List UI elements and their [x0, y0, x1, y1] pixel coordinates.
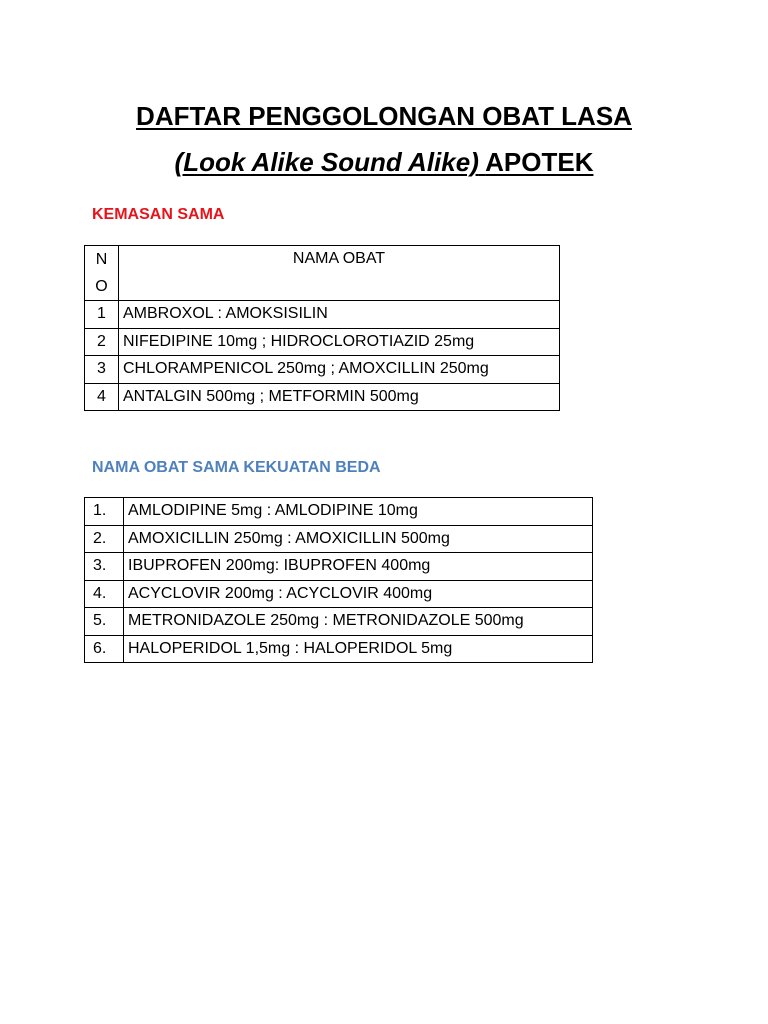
row-number: 2.: [85, 525, 124, 553]
table-row: [85, 356, 560, 384]
row-number: 4: [85, 383, 119, 411]
row-number: 2: [85, 328, 119, 356]
row-drug-name: ANTALGIN 500mg ; METFORMIN 500mg: [119, 383, 560, 411]
row-drug-name: NIFEDIPINE 10mg ; HIDROCLOROTIAZID 25mg: [119, 328, 560, 356]
row-drug-name: CHLORAMPENICOL 250mg ; AMOXCILLIN 250mg: [119, 356, 560, 384]
table-row: [85, 383, 560, 411]
row-number: 1.: [85, 498, 124, 526]
subtitle-italic: (Look Alike Sound Alike): [174, 147, 479, 177]
row-number: 3: [85, 356, 119, 384]
row-drug-name: HALOPERIDOL 1,5mg : HALOPERIDOL 5mg: [124, 635, 593, 663]
table-kekuatan-beda: [84, 497, 593, 663]
section-heading-kekuatan-beda: NAMA OBAT SAMA KEKUATAN BEDA: [92, 459, 381, 476]
table-row: [85, 635, 593, 663]
row-drug-name: ACYCLOVIR 200mg : ACYCLOVIR 400mg: [124, 580, 593, 608]
column-header-no-line2: O: [95, 278, 108, 295]
row-number: 5.: [85, 608, 124, 636]
subtitle-rest: APOTEK: [485, 147, 594, 177]
table-row: [85, 301, 560, 329]
table-row: [85, 328, 560, 356]
table-row: [85, 608, 593, 636]
row-drug-name: AMLODIPINE 5mg : AMLODIPINE 10mg: [124, 498, 593, 526]
table-row: [85, 498, 593, 526]
table-row: [85, 525, 593, 553]
row-drug-name: METRONIDAZOLE 250mg : METRONIDAZOLE 500mg: [124, 608, 593, 636]
column-header-no-line1: N: [95, 251, 108, 268]
row-number: 3.: [85, 553, 124, 581]
table-row: [85, 580, 593, 608]
row-drug-name: AMOXICILLIN 250mg : AMOXICILLIN 500mg: [124, 525, 593, 553]
document-title: DAFTAR PENGGOLONGAN OBAT LASA: [136, 101, 632, 131]
row-number: 4.: [85, 580, 124, 608]
column-header-no: [85, 246, 119, 301]
row-drug-name: IBUPROFEN 200mg: IBUPROFEN 400mg: [124, 553, 593, 581]
row-number: 1: [85, 301, 119, 329]
table-kemasan-sama: [84, 245, 560, 411]
table-header-row: [85, 246, 560, 301]
column-header-name: NAMA OBAT: [119, 246, 560, 301]
row-number: 6.: [85, 635, 124, 663]
table-row: [85, 553, 593, 581]
row-drug-name: AMBROXOL : AMOKSISILIN: [119, 301, 560, 329]
document-subtitle: [0, 146, 768, 178]
section-heading-kemasan-sama: KEMASAN SAMA: [92, 206, 225, 223]
